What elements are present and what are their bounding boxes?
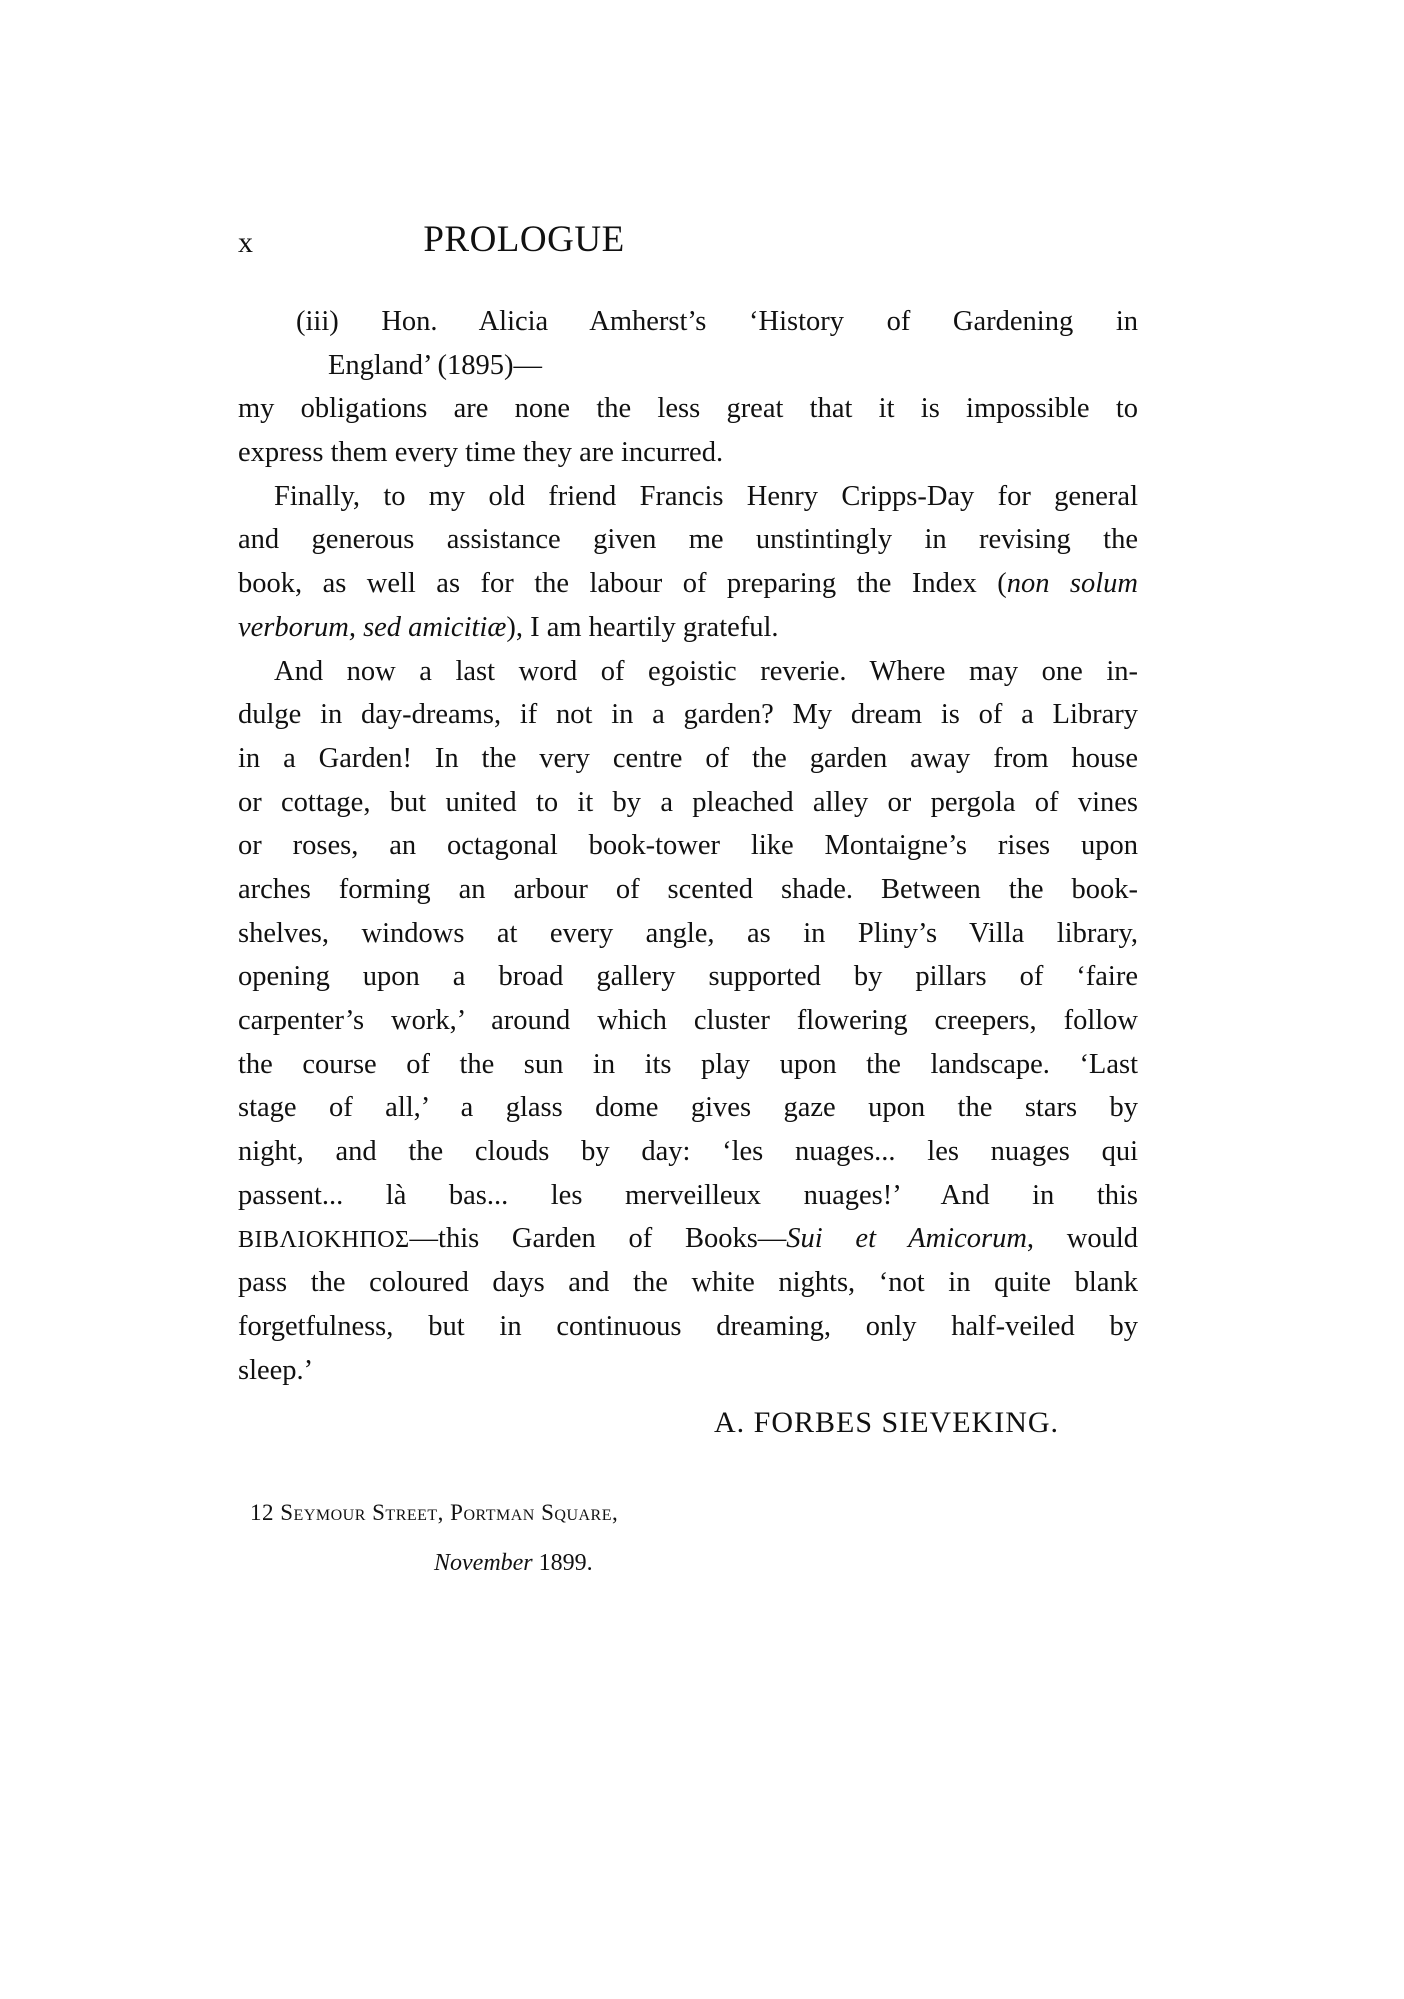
paragraph-3-line: sleep.’: [238, 1354, 314, 1386]
text-run: —this Garden of Books—: [409, 1223, 787, 1255]
paragraph-2-line: [238, 606, 1138, 650]
paragraph-3-line: And now a last word of egoistic reverie. Where may one in-: [274, 655, 1138, 687]
author-signature: A. FORBES SIEVEKING.: [714, 1406, 1060, 1439]
paragraph-2-line: [238, 562, 1138, 606]
paragraph-3-line: or roses, an octagonal book-tower like Montaigne’s rises upon: [238, 830, 1138, 862]
paragraph-3-line: forgetfulness, but in continuous dreaming, only half-veiled by: [238, 1310, 1138, 1342]
page-number: x: [238, 226, 253, 259]
paragraph-3-line: the course of the sun in its play upon the landscape. ‘Last: [238, 1048, 1138, 1080]
address: 12 Seymour Street, Portman Square,: [250, 1500, 619, 1525]
paragraph-3-line: stage of all,’ a glass dome gives gaze upon the stars by: [238, 1092, 1138, 1124]
date-year: 1899.: [538, 1550, 593, 1576]
running-head: [238, 218, 810, 274]
paragraph-3-line: shelves, windows at every angle, as in Pliny’s Villa library,: [238, 917, 1138, 949]
list-item-iii-line1: (iii) Hon. Alicia Amherst’s ‘History of Gardening in: [296, 306, 1138, 337]
italic-latin: non solum: [1006, 568, 1139, 600]
body-text: [238, 300, 1138, 1392]
italic-latin: Sui et Amicorum: [786, 1223, 1027, 1255]
paragraph-1-line: my obligations are none the less great that it is impossible to: [238, 393, 1138, 425]
paragraph-3-line: in a Garden! In the very centre of the garden away from house: [238, 742, 1138, 774]
italic-latin: verborum, sed amicitiæ: [238, 611, 507, 643]
list-item-iii-line2: England’ (1895)—: [328, 349, 542, 381]
date: [434, 1550, 593, 1577]
text-run: ), I am heartily grateful.: [506, 611, 779, 643]
paragraph-3-line: carpenter’s work,’ around which cluster flowering creepers, follow: [238, 1005, 1138, 1036]
greek-word: BIBΛIOKHΠOΣ: [238, 1227, 410, 1254]
paragraph-3-line: pass the coloured days and the white nights, ‘not in quite blank: [238, 1267, 1138, 1299]
paragraph-1-line: express them every time they are incurred.: [238, 437, 724, 469]
text-run: , would: [1026, 1223, 1139, 1255]
text-run: book, as well as for the labour of preparing the Index (: [238, 568, 1007, 600]
paragraph-3-line: or cottage, but united to it by a pleached alley or pergola of vines: [238, 786, 1138, 818]
paragraph-3-line: night, and the clouds by day: ‘les nuages... les nuages qui: [238, 1136, 1138, 1168]
paragraph-3-line: dulge in day-dreams, if not in a garden? My dream is of a Library: [238, 699, 1138, 731]
paragraph-3-line: passent... là bas... les merveilleux nuages!’ And in this: [238, 1179, 1138, 1211]
paragraph-2-line: Finally, to my old friend Francis Henry Cripps-Day for general: [274, 480, 1138, 512]
date-month: November: [434, 1550, 533, 1576]
paragraph-3-line: [238, 1217, 1138, 1261]
running-title: PROLOGUE: [423, 219, 625, 260]
paragraph-3-line: arches forming an arbour of scented shade. Between the book-: [238, 873, 1138, 905]
paragraph-2-line: and generous assistance given me unstintingly in revising the: [238, 524, 1138, 556]
paragraph-3-line: opening upon a broad gallery supported by pillars of ‘faire: [238, 961, 1138, 993]
